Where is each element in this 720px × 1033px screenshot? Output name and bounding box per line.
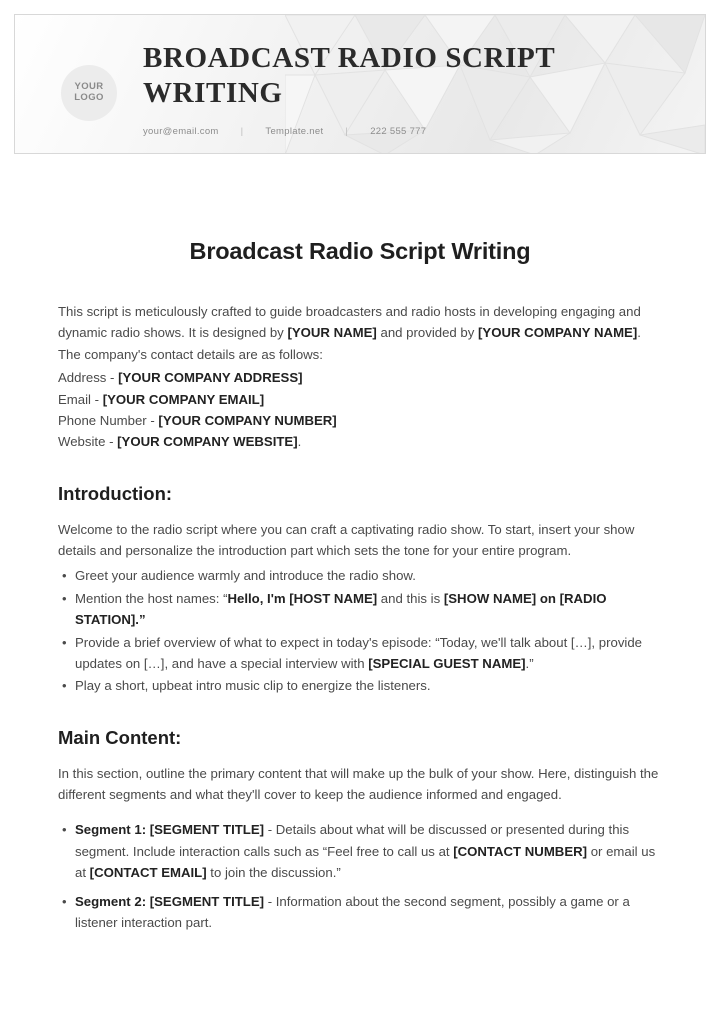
contact-line-address [58,367,662,388]
intro-company-name: [YOUR COMPANY NAME] [478,325,638,341]
section-heading-main-content: Main Content: [58,726,182,748]
contact-label-email: Email - [58,391,103,407]
contact-line-website [58,431,662,452]
intro-text-1: This script is meticulously crafted to guide broadcasters and radio hosts in developing engaging and dynamic radio shows. It is designed by [58,304,641,341]
contact-value-email: [YOUR COMPANY EMAIL] [102,391,265,407]
list-item [58,588,662,631]
header-separator-2: | [345,125,349,137]
header-separator-1: | [240,125,244,137]
list-item [58,632,662,675]
logo-placeholder [61,65,117,121]
main-content-bullet-list [58,819,662,933]
bullet-text-1a: Greet your audience warmly and introduce the radio show. [75,568,416,584]
contact-value-phone: [YOUR COMPANY NUMBER] [158,412,337,428]
segment-1-contact-number: [CONTACT NUMBER] [453,843,588,859]
document-page [0,14,720,1033]
document-body [0,238,720,933]
bullet-bold-3a: [SPECIAL GUEST NAME] [368,655,526,671]
list-item [58,565,662,586]
contact-line-phone [58,410,662,431]
segment-2-title: Segment 2: [SEGMENT TITLE] [75,893,265,909]
segment-1-text-3: to join the discussion.” [206,865,341,881]
segment-1-title: Segment 1: [SEGMENT TITLE] [75,822,265,838]
header-contact-bar [143,126,685,137]
intro-paragraph [58,301,662,365]
list-item [58,891,662,934]
segment-2-text-1: - Information about the second segment, possibly a game or a listener interaction part. [75,893,630,930]
list-item [58,819,662,883]
logo-line-2: LOGO [74,92,104,103]
intro-text-3: . The company's contact details are as follows: [58,325,641,362]
contact-label-phone: Phone Number - [58,412,159,428]
segment-1-text-2: or email us at [75,843,656,881]
header-website: Template.net [265,125,324,137]
bullet-text-3a: Provide a brief overview of what to expect in today's episode: “Today, we'll talk about […], provide updates on […], and have a special interview with [75,634,643,671]
bullet-text-2a: Mention the host names: “ [75,590,228,606]
header-title: BROADCAST RADIO SCRIPT WRITING [143,42,555,110]
segment-1-text-1: - Details about what will be discussed or presented during this segment. Include interaction calls such as “Feel free to call us at [75,822,630,859]
contact-tail-website: . [297,434,302,450]
contact-label-address: Address - [58,370,119,386]
page-title: Broadcast Radio Script Writing [189,238,531,264]
introduction-bullet-list [58,565,662,696]
bullet-text-4a: Play a short, upbeat intro music clip to energize the listeners. [75,678,431,694]
bullet-text-2c: on [RADIO STATION].” [75,590,607,628]
bullet-bold-2a: Hello, I'm [HOST NAME] [227,590,378,606]
contact-value-address: [YOUR COMPANY ADDRESS] [118,370,303,386]
segment-1-contact-email: [CONTACT EMAIL] [89,865,207,881]
intro-your-name: [YOUR NAME] [287,325,377,341]
bullet-bold-2b: [SHOW NAME] [443,590,537,606]
section-body-introduction: Welcome to the radio script where you can craft a captivating radio show. To start, insert your show details and personalize the introduction part which sets the tone for your entire program. [58,521,635,558]
bullet-text-2b: and this is [377,590,444,606]
bullet-text-3b: .” [525,655,534,671]
contact-label-website: Website - [58,434,118,450]
document-header [14,14,706,154]
header-text-block [143,41,685,137]
intro-text-2: and provided by [376,325,479,341]
contact-value-website: [YOUR COMPANY WEBSITE] [117,434,298,450]
section-body-main-content: In this section, outline the primary content that will make up the bulk of your show. Here, distinguish the different segments and what they'll cover to keep the audience informed and engaged. [58,765,659,802]
header-phone: 222 555 777 [370,125,427,137]
list-item [58,675,662,696]
contact-line-email [58,389,662,410]
logo-line-1: YOUR [74,81,104,93]
section-heading-introduction: Introduction: [58,482,173,504]
header-email: your@email.com [143,125,219,137]
